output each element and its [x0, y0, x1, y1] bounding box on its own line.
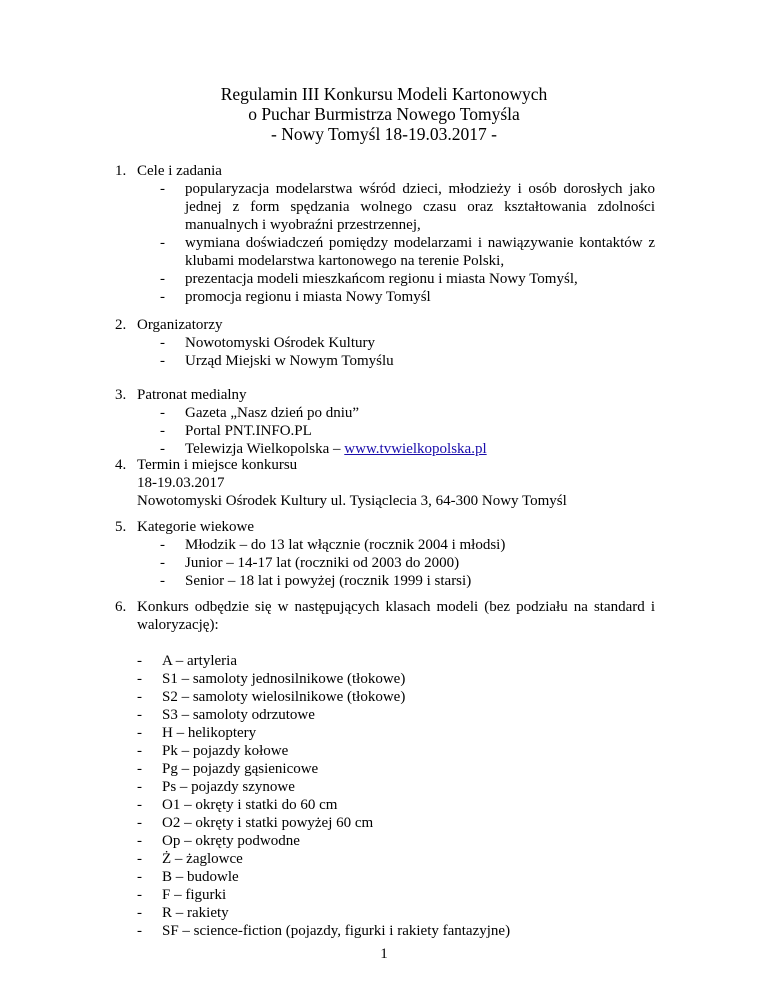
list-item: Senior – 18 lat i powyżej (rocznik 1999 i starsi): [185, 573, 472, 589]
list-item: R – rakiety: [162, 905, 229, 921]
list-item: Młodzik – do 13 lat włącznie (rocznik 2004 i młodsi): [185, 537, 506, 553]
list-dash: -: [160, 441, 165, 457]
list-dash: -: [160, 537, 165, 553]
section-number: 4.: [115, 457, 127, 473]
list-item: popularyzacja modelarstwa wśród dzieci, młodzieży i osób dorosłych jako jednej z form spędzania wolnego czasu oraz kształtowania zdolności manualnych i wyobraźni przestrzennej,: [185, 181, 655, 233]
list-dash: -: [160, 423, 165, 439]
list-dash: -: [160, 271, 165, 287]
list-item: SF – science-fiction (pojazdy, figurki i rakiety fantazyjne): [162, 923, 511, 939]
section-heading: Konkurs odbędzie się w następujących klasach modeli (bez podziału na standard i waloryzację):: [137, 599, 655, 633]
list-dash: -: [137, 761, 142, 777]
list-dash: -: [160, 405, 165, 421]
section-media-patronage: [115, 386, 655, 458]
list-dash: -: [160, 353, 165, 369]
list-item: Pg – pojazdy gąsienicowe: [162, 761, 319, 777]
list-item: H – helikoptery: [162, 725, 257, 741]
section-number: 2.: [115, 317, 127, 333]
list-item: Urząd Miejski w Nowym Tomyślu: [185, 353, 394, 369]
list-dash: -: [137, 851, 142, 867]
list-dash: -: [137, 797, 142, 813]
tv-name: Telewizja Wielkopolska –: [185, 441, 345, 457]
list-dash: -: [137, 725, 142, 741]
page-number: 1: [380, 946, 388, 962]
list-dash: -: [160, 289, 165, 305]
list-item: S2 – samoloty wielosilnikowe (tłokowe): [162, 689, 406, 705]
list-item: wymiana doświadczeń pomiędzy modelarzami i nawiązywanie kontaktów z klubami modelarstwa kartonowego na terenie Polski,: [185, 235, 655, 269]
list-dash: -: [137, 887, 142, 903]
list-item: F – figurki: [162, 887, 227, 903]
section-heading: Patronat medialny: [137, 387, 247, 403]
list-dash: -: [160, 335, 165, 351]
list-item: B – budowle: [162, 869, 239, 885]
list-item: Pk – pojazdy kołowe: [162, 743, 289, 759]
list-dash: -: [137, 689, 142, 705]
list-dash: -: [160, 573, 165, 589]
section-age-categories: [115, 518, 655, 590]
section-heading: Cele i zadania: [137, 163, 222, 179]
list-dash: -: [137, 869, 142, 885]
list-dash: -: [137, 653, 142, 669]
list-item: Nowotomyski Ośrodek Kultury: [185, 335, 375, 351]
tv-website-link[interactable]: www.tvwielkopolska.pl: [344, 441, 487, 457]
list-dash: -: [160, 235, 165, 251]
list-item: Junior – 14-17 lat (roczniki od 2003 do 2000): [185, 555, 460, 571]
list-item: O1 – okręty i statki do 60 cm: [162, 797, 338, 813]
list-dash: -: [137, 815, 142, 831]
list-dash: -: [137, 779, 142, 795]
list-item: O2 – okręty i statki powyżej 60 cm: [162, 815, 374, 831]
list-item: Ps – pojazdy szynowe: [162, 779, 295, 795]
section-number: 5.: [115, 519, 127, 535]
list-dash: -: [137, 905, 142, 921]
list-dash: -: [137, 707, 142, 723]
list-item: Gazeta „Nasz dzień po dniu”: [185, 405, 360, 421]
list-item: Portal PNT.INFO.PL: [185, 423, 312, 439]
section-model-classes: [115, 598, 655, 940]
title-line: o Puchar Burmistrza Nowego Tomyśla: [248, 104, 520, 124]
list-item: promocja regionu i miasta Nowy Tomyśl: [185, 289, 431, 305]
section-organizers: [115, 316, 655, 370]
section-heading: Termin i miejsce konkursu: [137, 457, 298, 473]
section-heading: Kategorie wiekowe: [137, 519, 255, 535]
section-number: 6.: [115, 599, 127, 615]
document-title: [0, 84, 768, 144]
list-dash: -: [137, 743, 142, 759]
list-dash: -: [160, 555, 165, 571]
section-heading: Organizatorzy: [137, 317, 223, 333]
section-goals: [115, 162, 655, 306]
event-date: 18-19.03.2017: [137, 475, 225, 491]
list-dash: -: [160, 181, 165, 197]
title-line: Regulamin III Konkursu Modeli Kartonowych: [220, 84, 548, 104]
title-line: - Nowy Tomyśl 18-19.03.2017 -: [271, 124, 497, 144]
list-dash: -: [137, 671, 142, 687]
list-item: S3 – samoloty odrzutowe: [162, 707, 315, 723]
list-item: A – artyleria: [162, 653, 237, 669]
list-item: Ż – żaglowce: [162, 851, 243, 867]
list-item: Op – okręty podwodne: [162, 833, 300, 849]
section-number: 1.: [115, 163, 127, 179]
list-item: S1 – samoloty jednosilnikowe (tłokowe): [162, 671, 406, 687]
list-item: prezentacja modeli mieszkańcom regionu i miasta Nowy Tomyśl,: [185, 271, 578, 287]
event-venue: Nowotomyski Ośrodek Kultury ul. Tysiąclecia 3, 64-300 Nowy Tomyśl: [137, 493, 567, 509]
section-date-place: [115, 456, 655, 510]
section-number: 3.: [115, 387, 127, 403]
list-dash: -: [137, 923, 142, 939]
list-dash: -: [137, 833, 142, 849]
